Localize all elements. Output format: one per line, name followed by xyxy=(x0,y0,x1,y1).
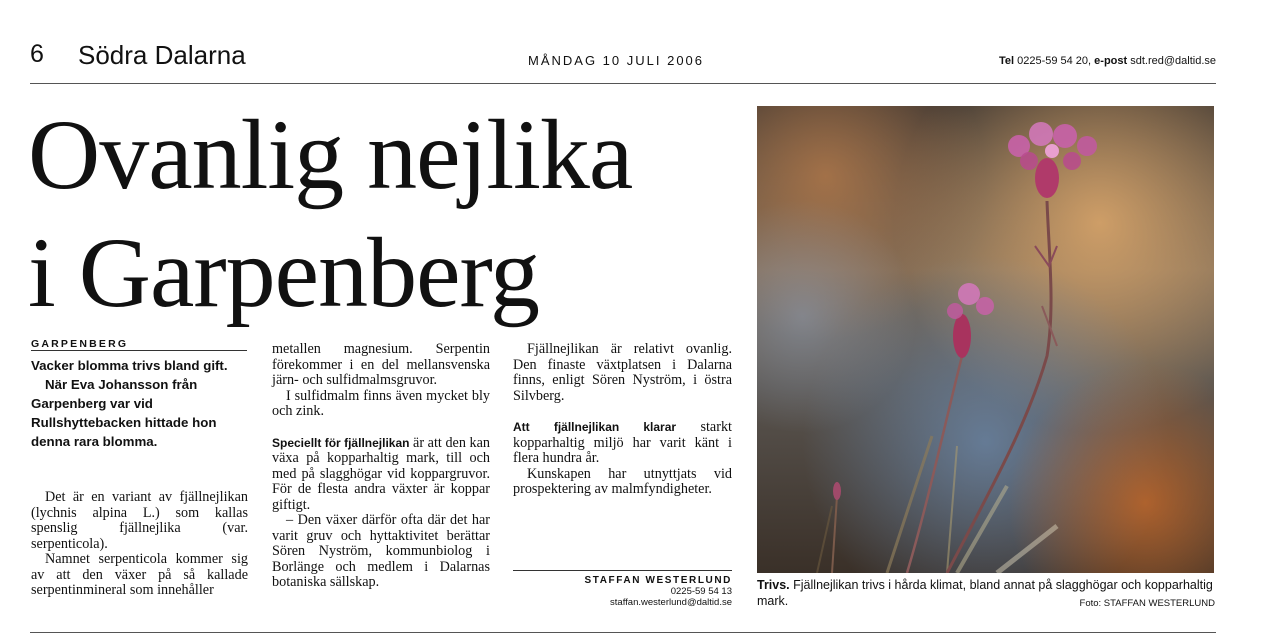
top-rule xyxy=(30,83,1216,84)
col2-paragraph-4: – Den växer därför ofta där det har varit gruv och hyttaktivitet berättar Sören Nyström, kommunbiolog i Borlänge och medlem i Dalarnas botaniska sällskap. xyxy=(272,512,490,590)
bottom-rule xyxy=(30,632,1216,633)
issue-date: MÅNDAG 10 JULI 2006 xyxy=(528,53,705,68)
col3-paragraph-3: Kunskapen har utnyttjats vid prospektering av malmfyndigheter. xyxy=(513,465,732,497)
dateline-rule xyxy=(31,350,247,351)
byline-email[interactable]: staffan.westerlund@daltid.se xyxy=(610,597,732,608)
lead-first: Vacker blomma trivs bland gift. xyxy=(31,358,228,373)
lead-second: När Eva Johansson från Garpenberg var vid Rullshyttebacken hittade hon denna rara blomma. xyxy=(31,377,217,449)
col1-paragraph-2: Namnet serpenticola kommer sig av att den växer på så kallade serpentinmineral som innehåller xyxy=(31,551,248,598)
contact-info xyxy=(999,55,1216,67)
tel-value: 0225-59 54 20, xyxy=(1017,55,1092,67)
col2-paragraph-3-text: är att den kan växa på kopparhaltig mark, till och med på slagghögar vid koppargruvor. För de flesta andra växter är koppar giftigt. xyxy=(272,434,491,513)
byline-name: STAFFAN WESTERLUND xyxy=(584,575,732,586)
byline xyxy=(585,575,733,608)
body-column-2 xyxy=(272,342,490,591)
byline-rule xyxy=(513,570,732,571)
flower-photo xyxy=(757,106,1214,573)
section-title: Södra Dalarna xyxy=(78,40,246,70)
headline xyxy=(28,96,748,332)
col1-paragraph-1: Det är en variant av fjällnejlikan (lychnis alpina L.) som kallas spenslig fjällnejlika (var. serpenticola). xyxy=(31,489,248,552)
caption-text: Fjällnejlikan trivs i hårda klimat, bland annat på slagghögar och kopparhaltig mark. xyxy=(757,578,1213,608)
tel-label: Tel xyxy=(998,55,1015,67)
lead-paragraph xyxy=(31,356,249,451)
col3-paragraph-2-text: starkt kopparhaltig miljö har varit känt i flera hundra år. xyxy=(513,419,732,466)
col3-paragraph-2 xyxy=(513,420,732,467)
email-label: e-post xyxy=(1094,55,1128,67)
email-value[interactable]: sdt.red@daltid.se xyxy=(1130,55,1216,67)
photo-credit: Foto: STAFFAN WESTERLUND xyxy=(1079,598,1215,609)
dateline: GARPENBERG xyxy=(31,338,129,350)
flower-photo-illustration xyxy=(757,106,1214,573)
headline-line-2: i Garpenberg xyxy=(28,217,539,328)
col2-paragraph-1: metallen magnesium. Serpentin förekommer i en del mellansvenska järn- och sulfidmalmsgruvor. xyxy=(272,341,490,388)
col3-kicker: Att fjällnejlikan klarar xyxy=(513,420,677,434)
page-number: 6 xyxy=(30,40,44,68)
col2-paragraph-3 xyxy=(272,436,490,514)
byline-phone: 0225-59 54 13 xyxy=(670,586,732,597)
headline-line-1: Ovanlig nejlika xyxy=(28,99,633,210)
caption-lead: Trivs. xyxy=(757,578,790,592)
col2-kicker: Speciellt för fjällnejlikan xyxy=(272,435,410,450)
body-column-3 xyxy=(513,342,732,498)
col3-paragraph-1: Fjällnejlikan är relativt ovanlig. Den finaste växtplatsen i Dalarna finns, enligt Sören Nyström, i östra Silvberg. xyxy=(513,341,732,404)
body-column-1 xyxy=(31,490,248,599)
col2-paragraph-2: I sulfidmalm finns även mycket bly och zink. xyxy=(272,387,490,419)
